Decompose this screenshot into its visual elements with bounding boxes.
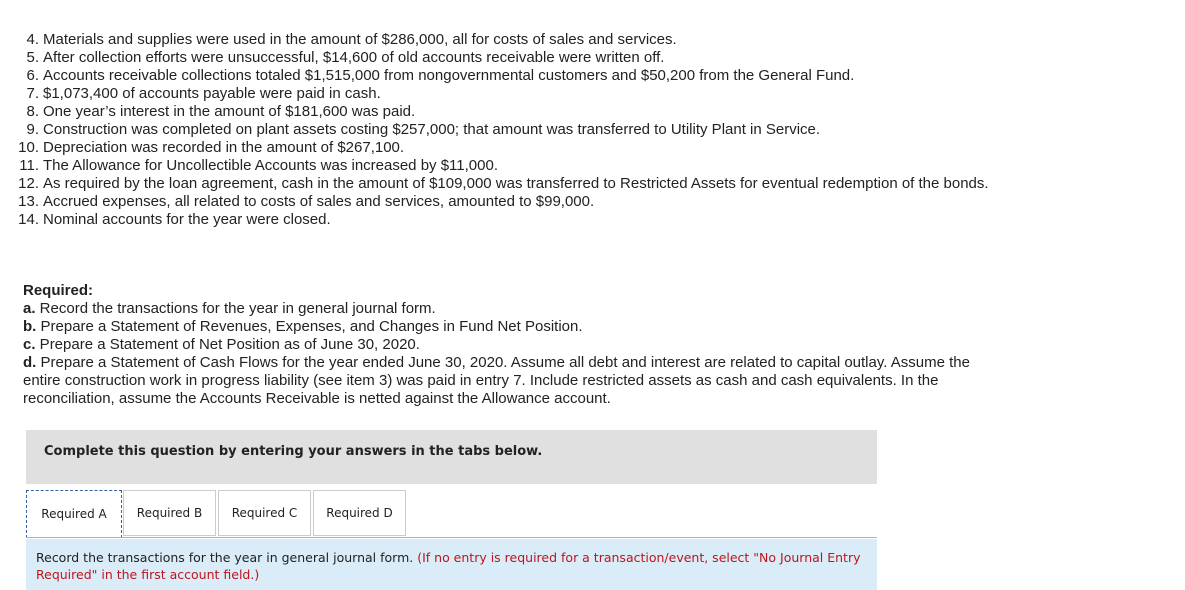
tab-required-b[interactable]: Required B (123, 490, 216, 536)
transaction-text: Materials and supplies were used in the amount of $286,000, all for costs of sales and services. (43, 31, 677, 48)
transaction-text: Accounts receivable collections totaled $1,515,000 from nongovernmental customers and $50,200 from the General Fund. (43, 67, 855, 84)
transaction-text: The Allowance for Uncollectible Accounts was increased by $11,000. (43, 157, 498, 174)
transaction-number: 14. (18, 211, 39, 228)
required-item (23, 318, 983, 336)
tab-required-c[interactable]: Required C (218, 490, 311, 536)
transaction-item (0, 67, 1000, 85)
transaction-item (0, 193, 1000, 211)
required-section (23, 282, 983, 408)
transaction-text: $1,073,400 of accounts payable were paid in cash. (43, 85, 381, 102)
required-item-text: Record the transactions for the year in general journal form. (35, 300, 436, 317)
transaction-item (0, 85, 1000, 103)
transaction-text: Nominal accounts for the year were closed. (43, 211, 331, 228)
transaction-number: 5. (26, 49, 39, 66)
transaction-item (0, 31, 1000, 49)
transaction-item (0, 139, 1000, 157)
transaction-number: 10. (18, 139, 39, 156)
required-item-label: b. (23, 318, 37, 335)
required-item (23, 336, 983, 354)
transaction-list (0, 31, 1000, 229)
transaction-item (0, 157, 1000, 175)
required-item (23, 300, 983, 318)
transaction-number: 12. (18, 175, 39, 192)
tab-required-a[interactable]: Required A (26, 490, 122, 538)
instruction-panel (26, 539, 877, 590)
transaction-text: One year’s interest in the amount of $181,600 was paid. (43, 103, 416, 120)
complete-prompt-banner (26, 430, 877, 484)
transaction-item (0, 211, 1000, 229)
required-item (23, 354, 983, 408)
transaction-number: 7. (26, 85, 39, 102)
required-item-text: Prepare a Statement of Net Position as of June 30, 2020. (35, 336, 420, 353)
transaction-number: 8. (26, 103, 39, 120)
required-item-text: Prepare a Statement of Revenues, Expenses, and Changes in Fund Net Position. (36, 318, 583, 335)
transaction-text: As required by the loan agreement, cash in the amount of $109,000 was transferred to Restricted Assets for eventual redemption of the bonds. (43, 175, 989, 192)
required-heading: Required: (23, 282, 94, 299)
tab-divider (26, 537, 877, 538)
transaction-item (0, 121, 1000, 139)
required-item-label: d. (23, 354, 37, 371)
instruction-text: Record the transactions for the year in general journal form. (36, 550, 414, 565)
transaction-text: After collection efforts were unsuccessful, $14,600 of old accounts receivable were written off. (43, 49, 665, 66)
transaction-number: 4. (26, 31, 39, 48)
transaction-text: Construction was completed on plant assets costing $257,000; that amount was transferred to Utility Plant in Service. (43, 121, 821, 138)
transaction-number: 6. (26, 67, 39, 84)
tab-required-d[interactable]: Required D (313, 490, 406, 536)
transaction-text: Accrued expenses, all related to costs of sales and services, amounted to $99,000. (43, 193, 595, 210)
instruction-note: (If no entry is required for a transaction/event, select "No Journal Entry Required" in the first account field.) (36, 550, 861, 582)
transaction-text: Depreciation was recorded in the amount of $267,100. (43, 139, 405, 156)
complete-prompt-text: Complete this question by entering your answers in the tabs below. (44, 444, 543, 459)
transaction-item (0, 49, 1000, 67)
required-item-label: a. (23, 300, 36, 317)
required-item-label: c. (23, 336, 36, 353)
transaction-number: 13. (18, 193, 39, 210)
required-item-text: Prepare a Statement of Cash Flows for the year ended June 30, 2020. Assume all debt and interest are related to capital outlay. Assume the entire construction work in progress liability (see item 3) was paid in entry 7. Include restricted assets as cash and cash equivalents. In the reconciliation, assume the Accounts Receivable is netted against the Allowance account. (23, 354, 970, 407)
transaction-number: 9. (26, 121, 39, 138)
transaction-item (0, 103, 1000, 121)
transaction-item (0, 175, 1000, 193)
transaction-number: 11. (19, 157, 39, 174)
